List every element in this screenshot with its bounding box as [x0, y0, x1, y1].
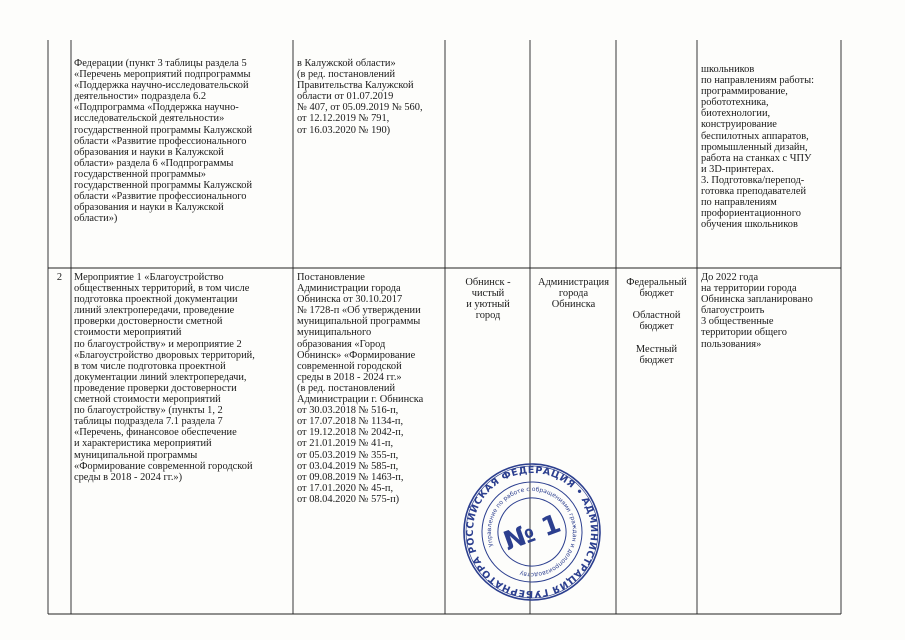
row-2-executor: Администрация города Обнинска [537, 277, 610, 311]
row-2-budget: Федеральный бюджет Областной бюджет Местный бюджет [626, 277, 687, 366]
seal-inner-text: Управление по работе с обращениями граждан и делопроизводству [485, 485, 579, 579]
row-continued-document: в Калужской области» (в ред. постановлений Правительства Калужской области от 01.07.2019 № 407, от 05.09.2019 № 560, от 12.12.2019 № 791, от 16.03.2020 № 190) [297, 58, 423, 136]
seal-number: № 1 [499, 508, 565, 558]
row-2-goal: Обнинск - чистый и уютный город [465, 277, 511, 322]
row-2-description: Мероприятие 1 «Благоустройство общественных территорий, в том числе подготовка проектной документации линий электропередачи, проведение проверки достоверности сметной стоимости мероприятий по благоустройству» и мероприятие 2 «Благоустройство дворовых территорий, в том числе подготовка проектной документации линий электропередачи, проведение проверки достоверности сметной стоимости мероприятий по благоустройству» (пункты 1, 2 таблицы подраздела 7.1 раздела 7 «Перечень, финансовое обеспечение и характеристика мероприятий муниципальной программы «Формирование современной городской среды в 2018 - 2024 гг.») [74, 272, 255, 483]
row-2-document: Постановление Администрации города Обнинска от 30.10.2017 № 1728-п «Об утверждении муниципальной программы муниципального образования «Город Обнинск» «Формирование современной городской среды в 2018 - 2024 гг.» (в ред. постановлений Администрации г. Обнинска от 30.03.2018 № 516-п, от 17.07.2018 № 1134-п, от 19.12.2018 № 2042-п, от 21.01.2019 № 41-п, от 05.03.2019 № 355-п, от 03.04.2019 № 585-п, от 09.08.2019 № 1463-п, от 17.01.2020 № 45-п, от 08.04.2020 № 575-п) [297, 272, 424, 505]
row-continued-result: школьников по направлениям работы: программирование, робототехника, биотехнологии, конструирование беспилотных аппаратов, промышленный дизайн, работа на станках с ЧПУ и 3D-принтерах. 3. Подготовка/перепод- готовка преподавателей по направлениям профориентационного обучения школьников [701, 64, 814, 231]
row-continued-description: Федерации (пункт 3 таблицы раздела 5 «Перечень мероприятий подпрограммы «Поддержка научно-исследовательской деятельности» подраздела 6.2 «Подпрограмма «Поддержка научно- исследовательской деятельности» государственной программы Калужской области «Развитие профессионального образования и науки в Калужской области» раздела 6 «Подпрограммы государственной программы» государственной программы Калужской области «Развитие профессионального образования и науки в Калужской области») [74, 58, 253, 225]
row-2-number: 2 [56, 272, 63, 283]
seal-outer-text: РОССИЙСКАЯ ФЕДЕРАЦИЯ • АДМИНИСТРАЦИЯ ГУБЕРНАТОРА [464, 464, 600, 600]
official-seal [462, 462, 602, 602]
row-2-result: До 2022 года на территории города Обнинска запланировано благоустроить 3 общественные территории общего пользования» [701, 272, 813, 350]
